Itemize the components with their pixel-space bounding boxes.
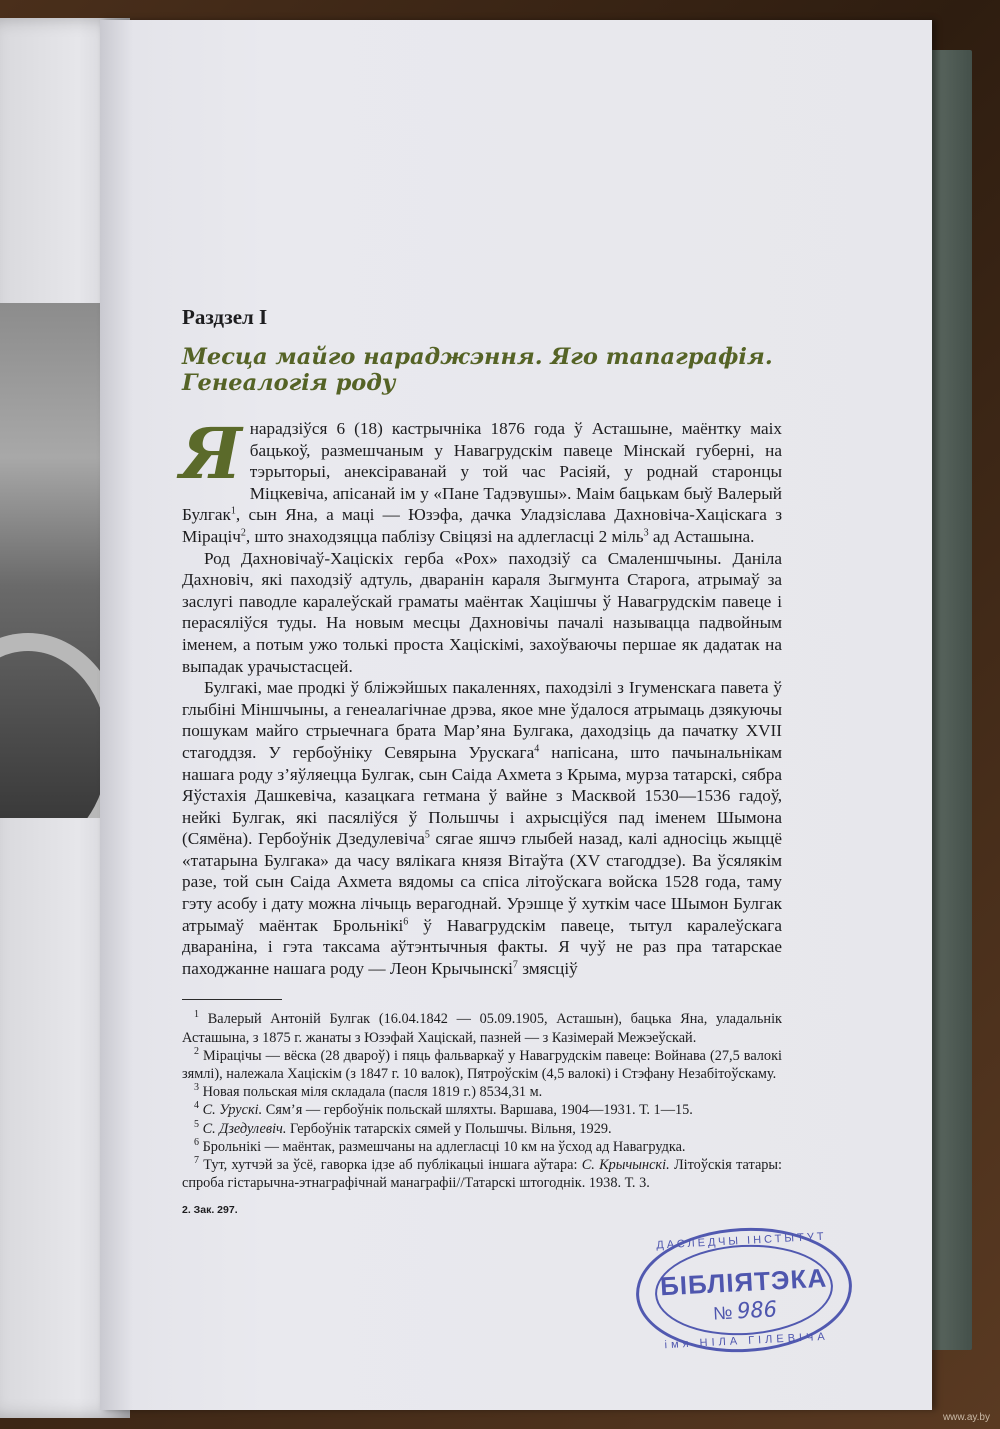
stamp-main-text: БІБЛІЯТЭКА	[659, 1262, 828, 1302]
paragraph	[182, 677, 782, 979]
footnote-ref: 7	[194, 1155, 199, 1167]
footnote-ref: 7	[512, 959, 518, 971]
signature-mark: 2. Зак. 297.	[182, 1204, 238, 1217]
text-run: Род Дахновічаў-Хацiскіх герба «Рох» паходзіў са Смаленшчыны. Даніла Дахновіч, які паходзіў адтуль, дваранін караля Зыгмунта Старога, атрымаў за заслугі паводле каралеўскай граматы маёнтак Хацішчы ў Навагрудскім павеце і перасяліўся туды. На новым месцы Дахновічы пачалі называцца падвойным іменем, а потым ужо толькі проста Хацiскімі, захоўваючы першае як дадатак на выпадак урачыстасцей.	[182, 548, 782, 676]
italic-author: С. Крычынскі.	[581, 1157, 670, 1174]
footnote	[182, 1120, 782, 1138]
text-run: Літоўскія татары: спроба гістарычна-этнаграфічнай манаграфіі//Татарскі штогоднік. 1938. Т. 3.	[182, 1157, 783, 1192]
text-run: Сям’я — гербоўнік польскай шляхты. Варшава, 1904—1931. Т. 1—15.	[262, 1102, 693, 1119]
road-curve	[0, 633, 108, 818]
paragraph	[180, 412, 782, 548]
footnote-ref: 2	[240, 527, 246, 539]
footnote	[182, 1156, 782, 1192]
footnote-ref: 5	[424, 829, 430, 841]
footnote-ref: 3	[194, 1082, 199, 1094]
section-label: Раздзел I	[182, 305, 268, 329]
footnote	[182, 1138, 782, 1156]
text-run: Гербоўнік татарскіх сямей у Польшчы. Вільня, 1929.	[286, 1120, 612, 1137]
chapter-title: Месца майго нараджэння. Яго тапаграфія. Генеалогія роду	[182, 344, 773, 396]
text-run: Валерый Антоній Булгак (16.04.1842 — 05.09.1905, Асташын), бацька Яна, уладальнік Асташына, з 1875 г. жанаты з Юзэфай Хацiскай, пазней — з Казімерай Межэеўскай.	[182, 1011, 782, 1046]
footnote	[182, 1083, 782, 1101]
stamp-number-label: №	[712, 1302, 733, 1324]
stamp-bottom-text: імя НІЛА ГІЛЕВІЧА	[664, 1330, 829, 1352]
text-run: , што знаходзяцца паблізу Свіцязі на адлегласці 2 міль	[245, 526, 644, 546]
text-run: Тут, хутчэй за ўсё, гаворка ідзе аб публікацыі іншага аўтара:	[199, 1157, 582, 1174]
text-run: Новая польская міля складала (пасля 1819 г.) 8534,31 м.	[199, 1084, 543, 1101]
footnote-ref: 6	[194, 1137, 199, 1149]
drop-cap: Я	[180, 412, 242, 495]
watermark: www.ay.by	[942, 1412, 990, 1423]
stamp-number: 986	[736, 1297, 778, 1325]
footnote-ref: 4	[534, 743, 540, 755]
italic-author: С. Дзедулевіч.	[202, 1120, 287, 1137]
italic-author: С. Урускі.	[202, 1102, 263, 1119]
footnote	[182, 1010, 782, 1046]
footnote-divider	[182, 999, 282, 1000]
footnote-ref: 2	[194, 1046, 199, 1058]
page-content	[182, 305, 782, 1216]
footnote-ref: 1	[194, 1009, 199, 1021]
text-run: , сын Яна, а маці — Юзэфа, дачка Уладзіслава Дахновіча-Хацiскага з Мірацiч	[182, 505, 782, 546]
text-run: напісана, што пачынальнікам нашага роду з’яўляецца Булгак, сын Саіда Ахмета з Крыма, мурза татарскі, сябра Яўстахія Дашкевіча, казацкага гетмана ў вайне з Масквой 1530—1536 гадоў, нейкі Булгак, які пасяліўся ў Польшчы і ахрысціўся пад іменем Шымона (Сямёна). Гербоўнік Дзедулевіча	[182, 742, 783, 849]
footnote-ref: 5	[194, 1118, 199, 1130]
footnote-ref: 3	[643, 527, 649, 539]
footnote	[182, 1101, 782, 1119]
paragraph	[182, 548, 782, 678]
text-run: ад Асташына.	[648, 526, 755, 546]
text-run: ў Навагрудскім павеце, тытул каралеўскага двараніна, і гэта таксама аўтэнтычныя факты. Я чуў не раз пра татарскае паходжанне нашага роду — Леон Крычынскі	[182, 915, 782, 978]
text-run: Мірацічы — вёска (28 двароў) і пяць фальваркаў у Навагрудскім павеце: Войнава (27,5 валокі зямлі), належала Хацiскім (з 1847 г. 10 валок), Пятроўскім (4,5 валокі) і Стэфану Незабітоўскаму.	[182, 1047, 782, 1083]
footnote	[182, 1047, 782, 1083]
text-run: Булгакі, мае продкі ў бліжэйшых пакаленнях, паходзілі з Ігуменскага павета ў глыбіні Міншчыны, а генеалагічнае дрэва, якое мне ўдалося атрымаць дзякуючы пошукам майго стрыечнага брата Мар’яна Булгака, даходзіць да пачатку XVII стагоддзя. У гербоўніку Севярына Урускага	[182, 678, 782, 762]
footnote-ref: 6	[403, 915, 409, 927]
footnote-ref: 4	[194, 1100, 199, 1112]
body-text	[180, 412, 783, 979]
text-run: сягае яшчэ глыбей назад, калі адносіць жыццё «татарына Булгака» да часу вялікага князя Вітаўта (XV стагоддзе). Ва ўсялякім разе, той сын Саіда Ахмета вядомы са спіса літоўскага войска 1528 года, таму гэту асобу і дату можна лічыць верагоднай. Урэшце ў хуткім часе Шымон Булгак атрымаў маёнтак Брольнікі	[182, 829, 782, 935]
text-run: змясціў	[517, 958, 578, 978]
footnotes	[182, 1010, 782, 1192]
text-run: нарадзіўся 6 (18) кастрычніка 1876 года ў Асташыне, маёнтку маіх бацькоў, размешчаным у Навагрудскім павеце Мінскай губерні, на тэрыторыі, анексіраванай у той час Расіяй, у роднай старонцы Міцкевіча, апісанай ім у «Пане Тадэвушы». Маім бацькам быў Валерый Булгак	[182, 419, 782, 525]
footnote-ref: 1	[230, 505, 236, 517]
text-run: Брольнікі — маёнтак, размешчаны на адлегласці 10 км на ўсход ад Навагрудка.	[199, 1138, 686, 1155]
landscape-photo	[0, 303, 108, 818]
stamp-top-text: ДАСЛЕДЧЫ ІНСТЫТУТ	[656, 1230, 827, 1252]
